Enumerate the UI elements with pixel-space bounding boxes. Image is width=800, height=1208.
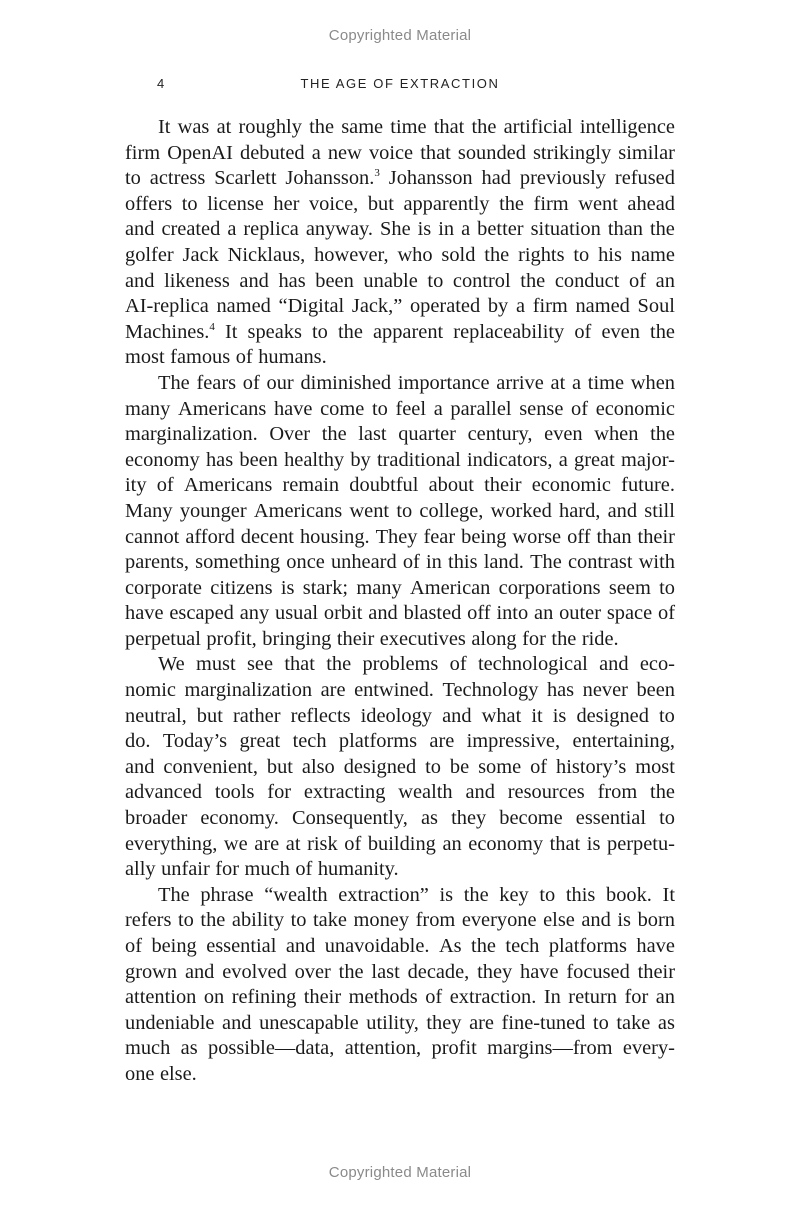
- text-line: and convenient, but also designed to be some of history’s most: [125, 755, 675, 778]
- text-line: undeniable and unescapable utility, they are fine-tuned to take as: [125, 1011, 675, 1034]
- text-line: grown and evolved over the last decade, they have focused their: [125, 960, 675, 983]
- text-line: advanced tools for extracting wealth and resources from the: [125, 781, 675, 804]
- text-line: ity of Americans remain doubtful about their economic future.: [125, 474, 675, 497]
- text-line: AI-replica named “Digital Jack,” operated by a firm named Soul: [125, 295, 675, 318]
- text-line: Many younger Americans went to college, worked hard, and still: [125, 499, 675, 522]
- text-line: nomic marginalization are entwined. Technology has never been: [125, 679, 675, 702]
- text-line: broader economy. Consequently, as they become essential to: [125, 807, 675, 830]
- text-line: do. Today’s great tech platforms are impressive, entertaining,: [125, 730, 675, 753]
- running-head: [0, 76, 800, 96]
- text-line: refers to the ability to take money from everyone else and is born: [125, 909, 675, 932]
- text-line: firm OpenAI debuted a new voice that sounded strikingly similar: [125, 141, 675, 164]
- text-line: The phrase “wealth extraction” is the key to this book. It: [158, 883, 675, 906]
- text-line: corporate citizens is stark; many American corporations seem to: [125, 576, 675, 599]
- text-line: of being essential and unavoidable. As the tech platforms have: [125, 935, 675, 957]
- text-line: one else.: [125, 1062, 197, 1085]
- paragraph: [125, 883, 675, 1088]
- text-line: The fears of our diminished importance arrive at a time when: [158, 371, 675, 394]
- page-number: 4: [157, 76, 165, 91]
- text-line: golfer Jack Nicklaus, however, who sold the rights to his name: [125, 243, 675, 266]
- text-line: everything, we are at risk of building an economy that is perpetu-: [125, 832, 675, 855]
- text-line: cannot afford decent housing. They fear being worse off than their: [125, 525, 675, 548]
- copyright-watermark-bottom: Copyrighted Material: [328, 1164, 472, 1181]
- text-line: It was at roughly the same time that the artificial intelligence: [158, 116, 675, 138]
- text-line: marginalization. Over the last quarter century, even when the: [125, 423, 675, 446]
- text-line: We must see that the problems of technological and eco-: [158, 653, 675, 676]
- text-line: Machines.$^4$ It speaks to the apparent replaceability of even the: [125, 320, 675, 343]
- paragraph: [125, 115, 675, 371]
- text-line: have escaped any usual orbit and blasted off into an outer space of: [125, 602, 675, 625]
- text-line: offers to license her voice, but apparently the firm went ahead: [125, 192, 675, 215]
- body-text: [125, 115, 675, 1088]
- text-line: economy has been healthy by traditional indicators, a great major-: [125, 448, 675, 471]
- text-line: parents, something once unheard of in this land. The contrast with: [125, 551, 675, 574]
- footnote-marker: 4: [209, 320, 215, 333]
- running-title: THE AGE OF EXTRACTION: [300, 76, 500, 91]
- text-line: to actress Scarlett Johansson.$^3$ Johansson had previously refused: [125, 167, 675, 190]
- text-line: and created a replica anyway. She is in a better situation than the: [125, 218, 675, 241]
- text-line: neutral, but rather reflects ideology and what it is designed to: [125, 704, 675, 727]
- text-line: perpetual profit, bringing their executives along for the ride.: [125, 627, 619, 650]
- paragraph: [125, 371, 675, 653]
- text-line: most famous of humans.: [125, 346, 327, 369]
- copyright-watermark-top: Copyrighted Material: [328, 27, 472, 44]
- text-line: and likeness and has been unable to control the conduct of an: [125, 269, 675, 292]
- text-line: many Americans have come to feel a parallel sense of economic: [125, 397, 675, 420]
- paragraph: [125, 652, 675, 882]
- text-line: much as possible—data, attention, profit margins—from every-: [125, 1037, 675, 1060]
- text-line: ally unfair for much of humanity.: [125, 858, 399, 881]
- footnote-marker: 3: [374, 167, 380, 180]
- text-line: attention on refining their methods of extraction. In return for an: [125, 986, 675, 1009]
